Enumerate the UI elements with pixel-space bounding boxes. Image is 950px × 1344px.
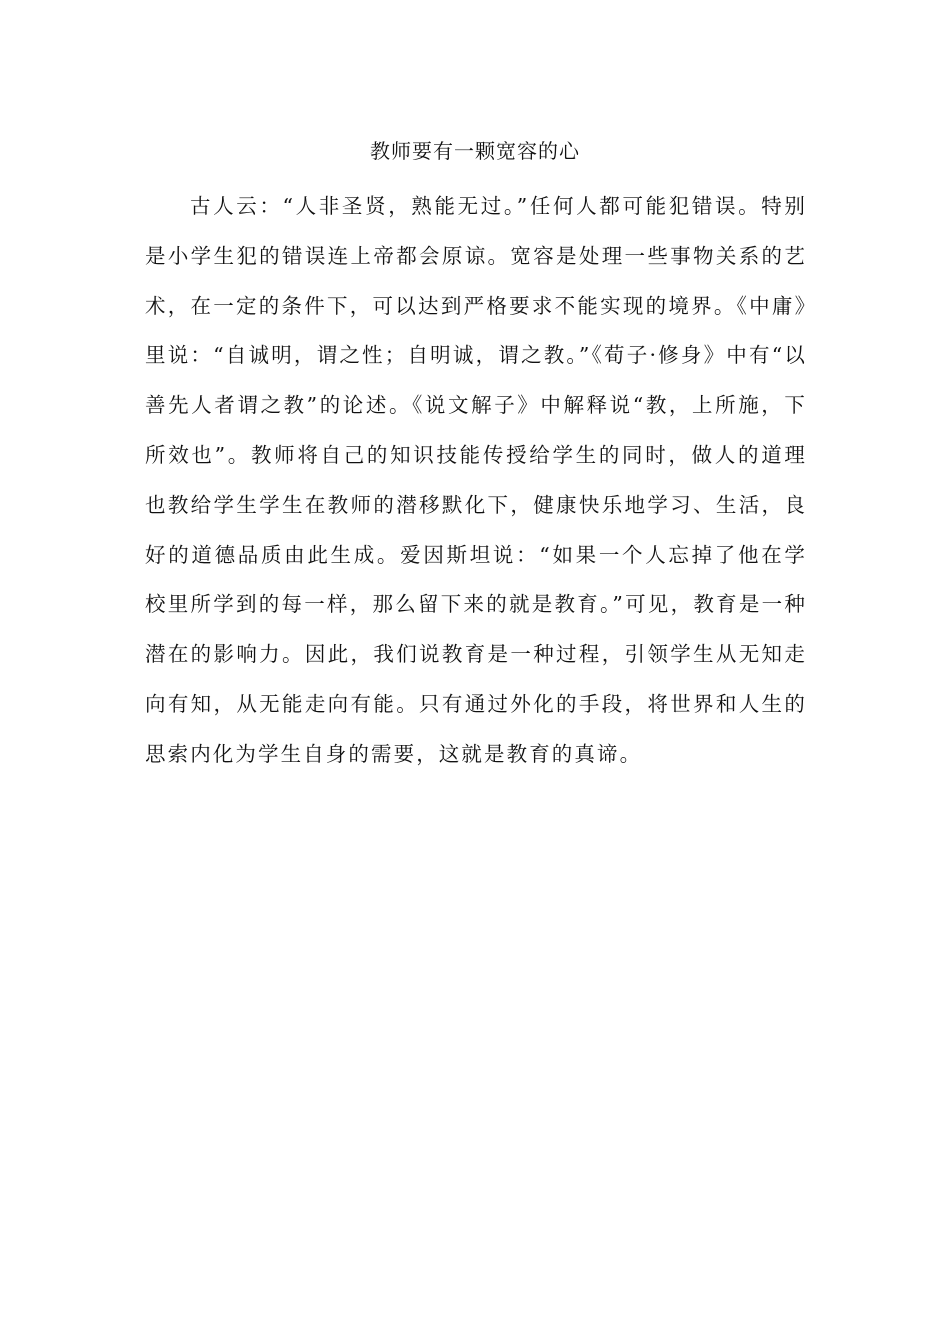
document-title: 教师要有一颗宽容的心 (370, 139, 580, 163)
document-paragraph: 古人云：“人非圣贤，熟能无过。”任何人都可能犯错误。特别是小学生犯的错误连上帝都会原谅。宽容是处理一些事物关系的艺术，在一定的条件下，可以达到严格要求不能实现的境界。《中庸》里说：“自诚明，谓之性；自明诚，谓之教。”《荀子·修身》中有“以善先人者谓之教”的论述。《说文解子》中解释说“教，上所施，下所效也”。教师将自己的知识技能传授给学生的同时，做人的道理也教给学生学生在教师的潜移默化下，健康快乐地学习、生活，良好的道德品质由此生成。爱因斯坦说：“如果一个人忘掉了他在学校里所学到的每一样，那么留下来的就是教育。”可见，教育是一种潜在的影响力。因此，我们说教育是一种过程，引领学生从无知走向有知，从无能走向有能。只有通过外化的手段，将世界和人生的思索内化为学生自身的需要，这就是教育的真谛。 (145, 194, 807, 766)
